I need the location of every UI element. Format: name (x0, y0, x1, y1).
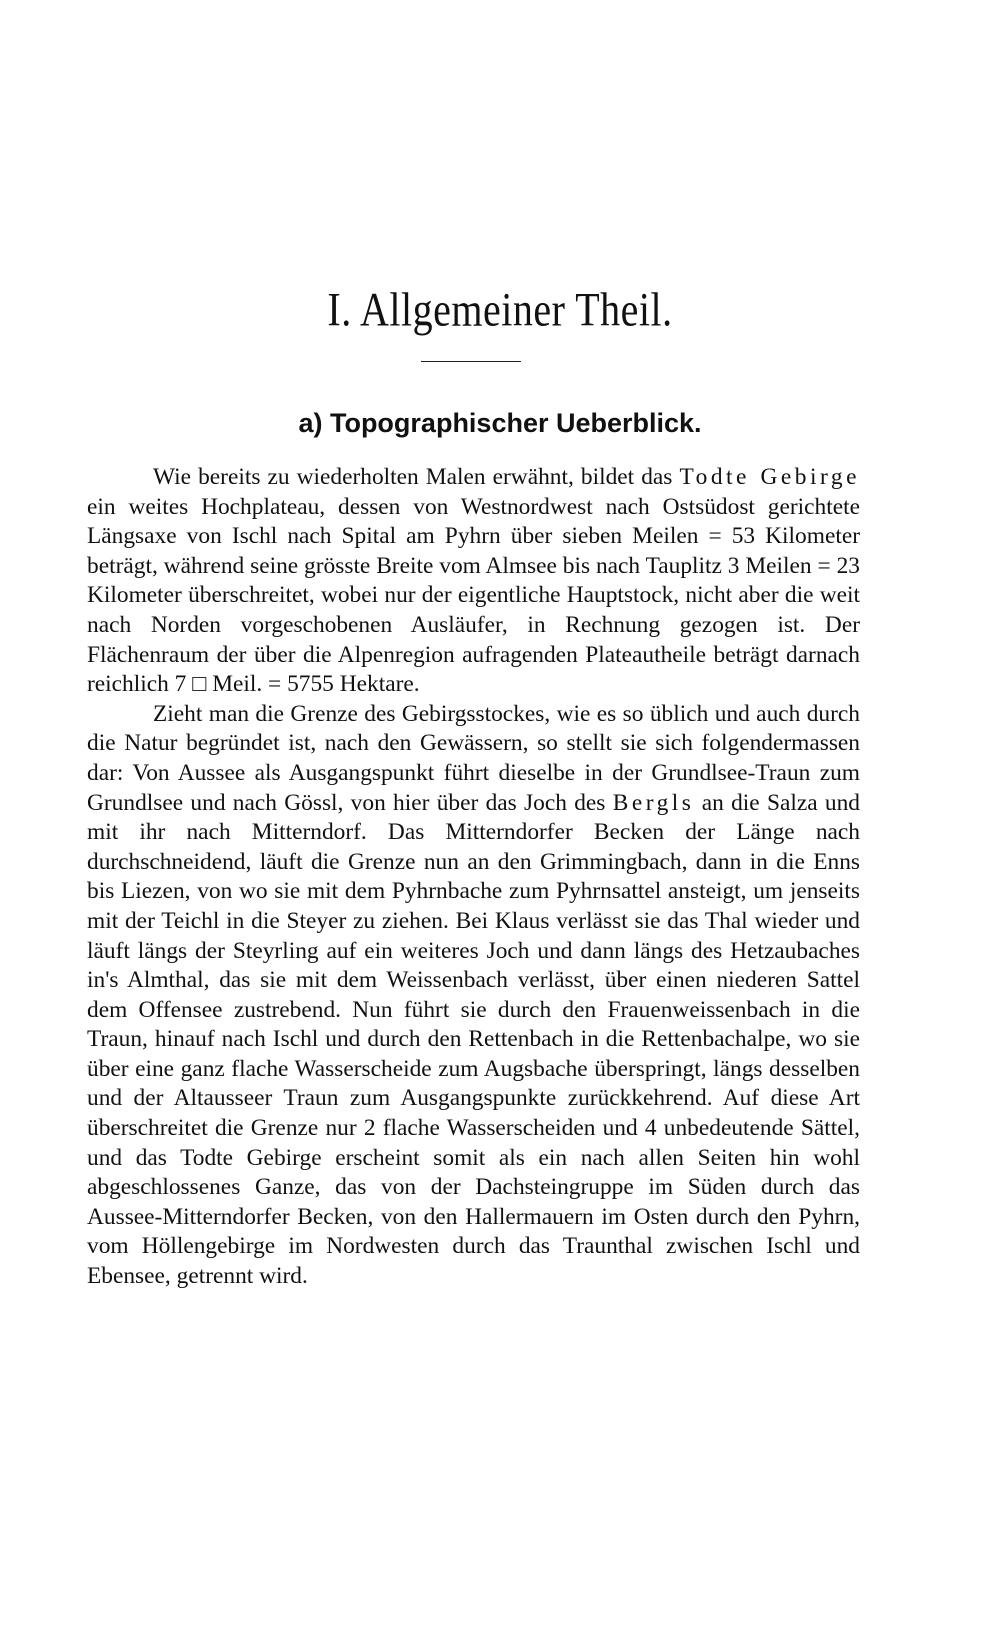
paragraph (87, 463, 860, 700)
paragraph (87, 700, 860, 1292)
heading-divider (421, 361, 521, 362)
chapter-heading: I. Allgemeiner Theil. (327, 283, 673, 337)
section-title: a) Topographischer Ueberblick. (298, 408, 702, 438)
spaced-term: Bergls (612, 789, 695, 816)
text-run: ein weites Hochplateau, dessen von Westnordwest nach Ostsüdost gerichtete Längsaxe von Ischl nach Spital am Pyhrn über sieben Meilen = 53 Kilometer beträgt, während seine grösste Breite vom Almsee bis nach Tauplitz 3 Meilen = 23 Kilometer überschreitet, wobei nur der eigentliche Hauptstock, nicht aber die weit nach Norden vorgeschobenen Ausläufer, in Rechnung gezogen ist. Der Flächenraum der über die Alpenregion aufragenden Plateautheile beträgt darnach reichlich 7 □ Meil. = 5755 Hektare. (87, 493, 860, 698)
body-text (87, 463, 860, 1292)
text-run: Wie bereits zu wiederholten Malen erwähnt, bildet das (153, 464, 680, 490)
spaced-term: Todte Gebirge (679, 464, 861, 490)
text-run: Zieht man die Grenze des Gebirgsstockes, wie es so üblich und auch durch die Natur begründet ist, nach den Gewässern, so stellt sie sich folgendermassen dar: Von Aussee als Ausgangspunkt führt dieselbe in der Grundlsee-Traun zum Grundlsee und nach Gössl, von hier über das Joch des (87, 700, 860, 816)
text-run: an die Salza und mit ihr nach Mitterndorf. Das Mitterndorfer Becken der Länge nach durchschneidend, läuft die Grenze nun an den Grimmingbach, dann in die Enns bis Liezen, von wo sie mit dem Pyhrnbache zum Pyhrnsattel ansteigt, um jenseits mit der Teichl in die Steyer zu ziehen. Bei Klaus verlässt sie das Thal wieder und läuft längs der Steyrling auf ein weiteres Joch und dann längs des Hetzaubaches in's Almthal, das sie mit dem Weissenbach verlässt, über einen niederen Sattel dem Offensee zustrebend. Nun führt sie durch den Frauenweissenbach in die Traun, hinauf nach Ischl und durch den Rettenbach in die Rettenbachalpe, wo sie über eine ganz flache Wasserscheide zum Augsbache überspringt, längs desselben und der Altausseer Traun zum Ausgangspunkte zurückkehrend. Auf diese Art überschreitet die Grenze nur 2 flache Wasserscheiden und 4 unbedeutende Sättel, und das Todte Gebirge erscheint somit als ein nach allen Seiten hin wohl abgeschlossenes Ganze, das von der Dachsteingruppe im Süden durch das Aussee-Mitterndorfer Becken, von den Hallermauern im Osten durch den Pyhrn, vom Höllengebirge im Nordwesten durch das Traunthal zwischen Ischl und Ebensee, getrennt wird. (87, 789, 860, 1290)
